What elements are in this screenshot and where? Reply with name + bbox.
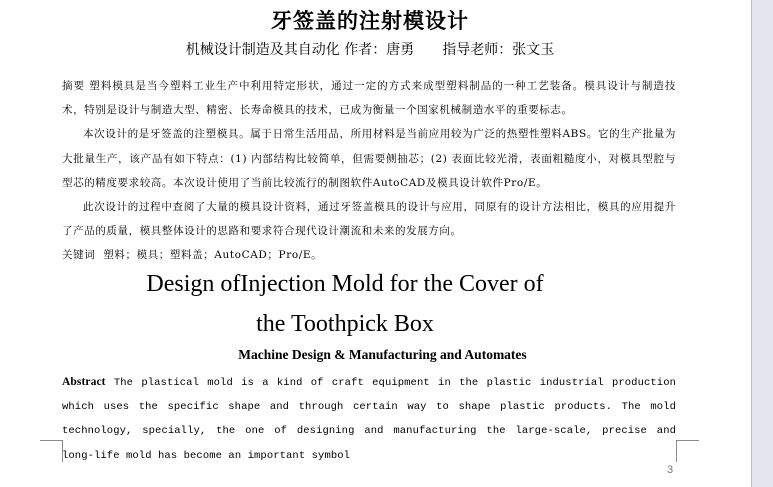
english-title-line-2: the Toothpick Box (256, 311, 434, 337)
page-corner-mark-right (676, 440, 699, 462)
advisor: 指导老师：张文玉 (442, 42, 555, 58)
keywords-line (62, 243, 676, 267)
english-abstract (62, 370, 676, 468)
window-gutter (751, 0, 773, 487)
english-title-line-1: Design ofInjection Mold for the Cover of (146, 271, 544, 297)
abstract-text: The plastical mold is a kind of craft equipment in the plastic industrial production which uses the specific shape and through certain way to shape plastic products. The mold technology, specially, the one of designing and manufacturing the large-scale, precise and long-life mold has become an important symbol (62, 377, 676, 462)
chinese-subtitle (0, 39, 740, 59)
chinese-title: 牙签盖的注射模设计 (271, 9, 469, 33)
page-number: 3 (667, 464, 674, 476)
abstract-paragraph-1: 摘要 塑料模具是当今塑料工业生产中利用特定形状，通过一定的方式来成型塑料制品的一种工艺装备。模具设计与制造技术，特别是设计与制造大型、精密、长寿命模具的技术，已成为衡量一个国家机械制造水平的重要标志。 (62, 80, 676, 117)
abstract-paragraph-2: 本次设计的是牙签盖的注塑模具。属于日常生活用品，所用材料是当前应用较为广泛的热塑性塑料ABS。它的生产批量为大批量生产，该产品有如下特点：(1) 内部结构比较简单，但需要侧抽芯；(2) 表面比较光滑，表面粗糙度小，对模具型腔与型芯的精度要求较高。本次设计使用了当前比较流行的制图软件AutoCAD及模具设计软件Pro/E。 (62, 128, 676, 189)
keywords-label: 关键词 (62, 249, 96, 262)
page-corner-mark-left (40, 440, 63, 462)
keywords-text: 塑料；模具；塑料盖；AutoCAD；Pro/E。 (103, 249, 323, 262)
abstract-label: Abstract (62, 376, 106, 388)
english-subtitle: Machine Design & Manufacturing and Automates (238, 347, 527, 362)
chinese-abstract (62, 74, 676, 268)
abstract-paragraph-3: 此次设计的过程中查阅了大量的模具设计资料，通过牙签盖模具的设计与应用，同原有的设计方法相比，模具的应用提升了产品的质量，模具整体设计的思路和要求符合现代设计潮流和未来的发展方向。 (62, 201, 676, 238)
major-author: 机械设计制造及其自动化 作者：唐勇 (185, 42, 415, 58)
